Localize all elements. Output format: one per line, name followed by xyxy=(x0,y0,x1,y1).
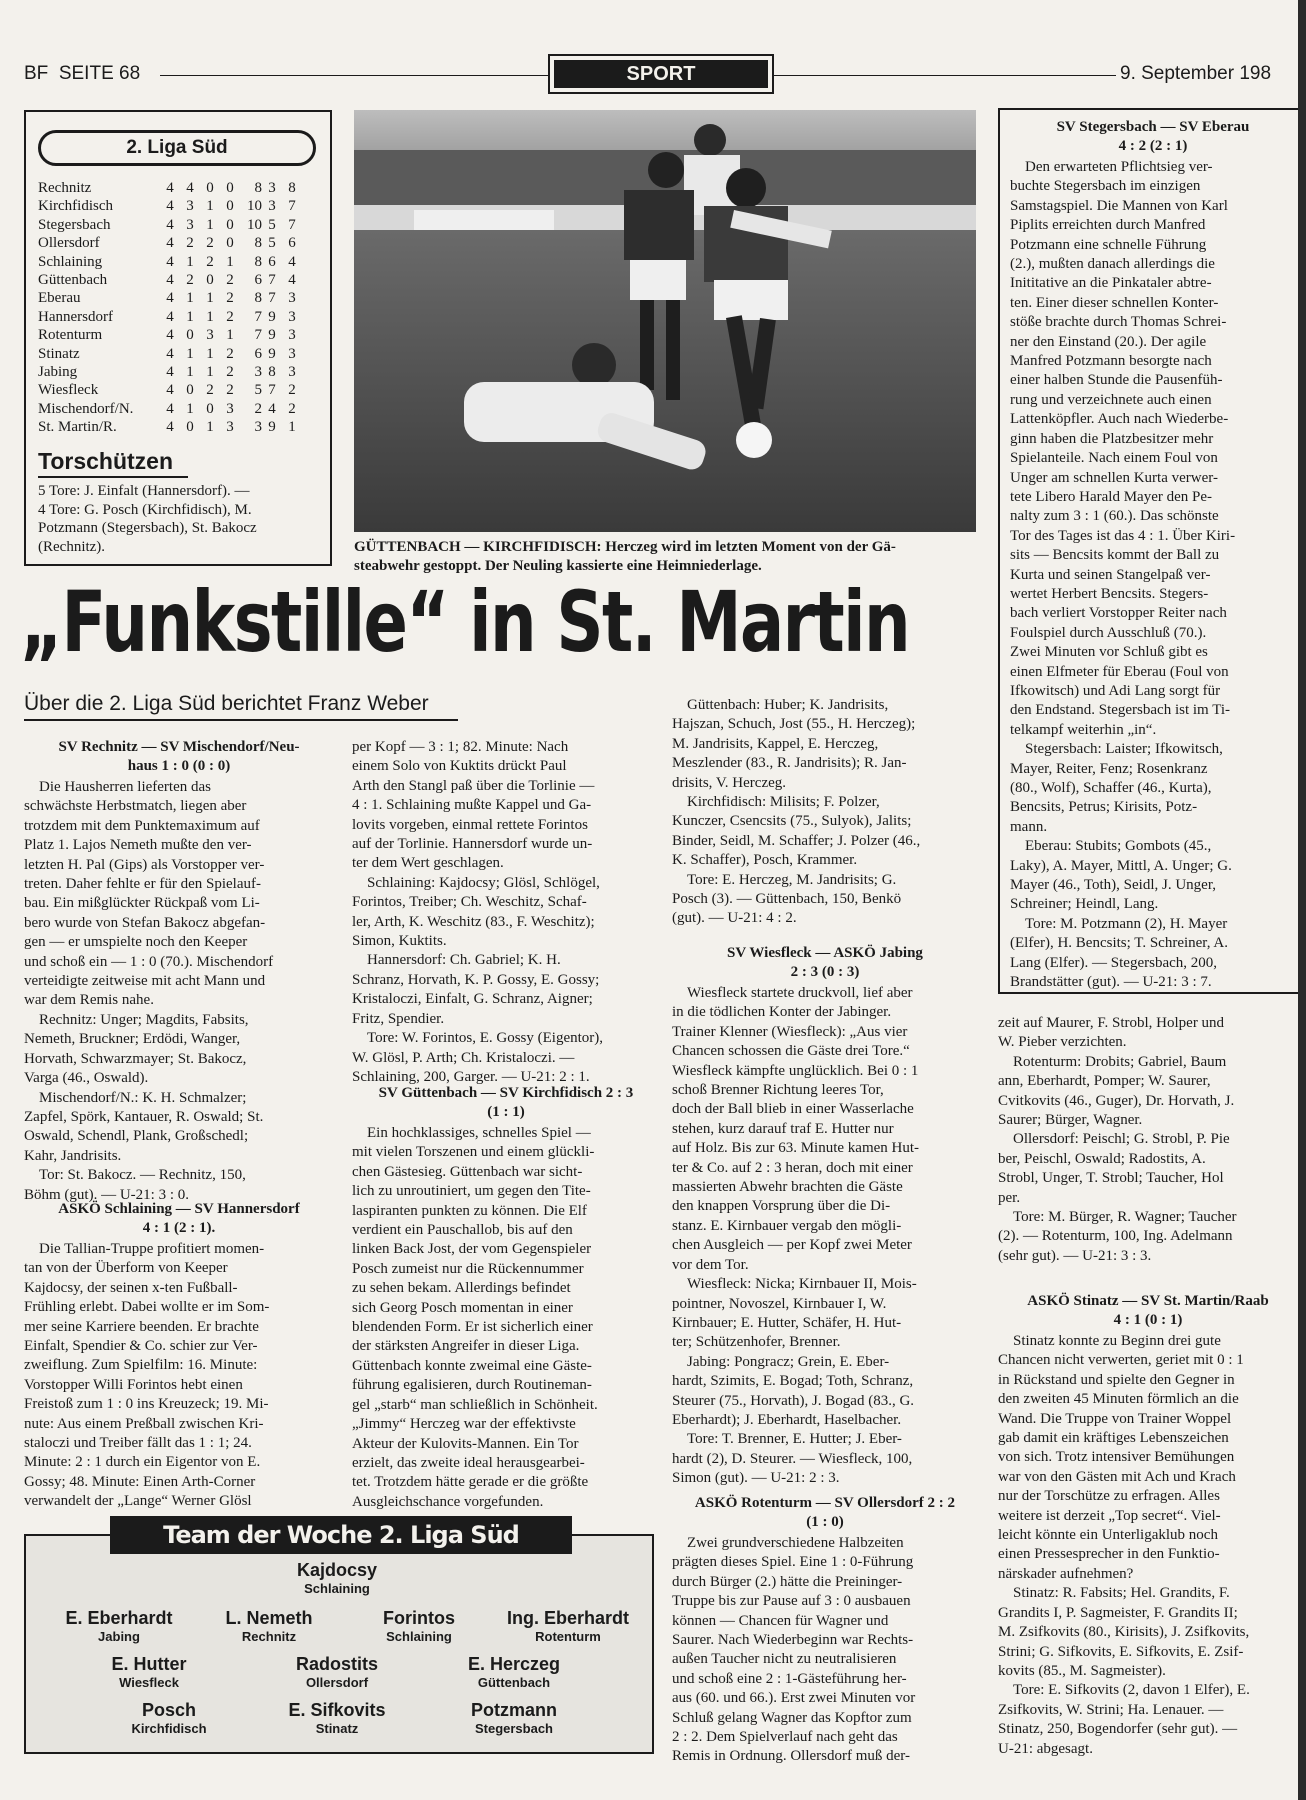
standings-team: Rechnitz xyxy=(38,180,92,196)
player-club: Rechnitz xyxy=(241,1629,297,1644)
standings-cell: 2 xyxy=(226,363,234,380)
player-slot xyxy=(434,1700,594,1736)
standings-row xyxy=(38,401,328,419)
standings-cell: 2 xyxy=(226,290,234,307)
player-name: Kajdocsy xyxy=(296,1560,378,1580)
standings-team: Hannersdorf xyxy=(38,308,113,325)
standings-team: Eberau xyxy=(38,290,81,307)
standings-cell: 3 xyxy=(288,363,296,380)
standings-cell: 3 xyxy=(254,363,262,380)
standings-cell: 4 xyxy=(166,419,174,436)
player-slot xyxy=(194,1608,344,1644)
player-name: Radostits xyxy=(295,1654,378,1674)
standings-cell: 1 xyxy=(186,253,194,270)
standings-cell: 5 xyxy=(268,235,276,252)
standings-cell: 8 xyxy=(288,180,296,196)
standings-cell: 4 xyxy=(166,180,174,196)
standings-cell: 4 xyxy=(186,180,194,196)
standings-cell: 1 xyxy=(206,308,214,325)
standings-cell: 2 xyxy=(206,253,214,270)
standings-cell: 7 xyxy=(288,216,296,233)
standings-cell: 0 xyxy=(226,235,234,252)
standings-cell: 4 xyxy=(166,253,174,270)
byline: Über die 2. Liga Süd berichtet Franz Weber xyxy=(24,692,429,715)
standings-cell: 3 xyxy=(288,345,296,362)
headline: „Funkstille“ in St. Martin xyxy=(20,573,910,671)
header-rule-left xyxy=(160,75,548,76)
player-slot xyxy=(488,1608,648,1644)
standings-cell: 2 xyxy=(288,400,296,417)
standings-team: Rotenturm xyxy=(38,327,103,344)
standings-team: Ollersdorf xyxy=(38,235,100,252)
standings-cell: 3 xyxy=(268,198,276,215)
scorers-text: 5 Tore: J. Einfalt (Hannersdorf). — 4 Tore: G. Posch (Kirchfidisch), M. Potzmann (Stegersbach), St. Bakocz (Rechnitz). xyxy=(38,483,257,555)
standings-title xyxy=(38,130,316,166)
player-slot xyxy=(434,1654,594,1690)
standings-cell: 9 xyxy=(268,308,276,325)
standings-cell: 8 xyxy=(254,253,262,270)
standings-cell: 4 xyxy=(166,345,174,362)
col4-match3-text: Stinatz konnte zu Beginn drei gute Chancen nicht verwerten, geriet mit 0 : 1 in Rückstand und spielte den Gegner in den zweiten 45 Minuten förmlich an die Wand. Die Truppe von Trainer Woppel gab damit ein kräftiges Lebenszeichen von sich. Trotz intensiver Bemühungen war von den Gästen mit Ach und Krach nur der Torschütze zu erfragen. Alles weitere ist derzeit „Top secret“. Viel- leicht könnte ein Unterligaklub noch einen Pressesprecher in den Funktio- närskader aufnehmen? Stinatz: R. Fabsits; Hel. Grandits, F. Grandits I, P. Sagmeister, F. Grandits II; M. Zsifkovits (80., Kirisits), J. Zsifkovits, Strini; G. Sifkovits, E. Sifkovits, E. Zsif- kovits (85., M. Sagmeister). Tore: E. Sifkovits (2, davon 1 Elfer), E. Zsifkovits, W. Strini; Ha. Lenauer. — Stinatz, 250, Bogendorfer (sehr gut). — U-21: abgesagt. xyxy=(998,1333,1250,1757)
standings-cell: 3 xyxy=(288,290,296,307)
standings-team: Mischendorf/N. xyxy=(38,400,134,417)
standings-cell: 0 xyxy=(186,327,194,344)
section-badge xyxy=(548,54,774,94)
standings-cell: 1 xyxy=(186,290,194,307)
standings-cell: 3 xyxy=(254,419,262,436)
standings-row xyxy=(38,346,328,364)
standings-cell: 2 xyxy=(206,235,214,252)
player-club: Ollersdorf xyxy=(305,1675,369,1690)
player-name: Forintos xyxy=(383,1608,455,1628)
standings-cell: 0 xyxy=(206,271,214,288)
standings-row xyxy=(38,217,328,235)
player-name: L. Nemeth xyxy=(225,1608,313,1628)
match-photo-image xyxy=(354,110,976,532)
player-club: Jabing xyxy=(98,1629,140,1644)
standings-cell: 0 xyxy=(186,419,194,436)
col4-match1-heading: SV Stegersbach — SV Eberau 4 : 2 (2 : 1) xyxy=(1056,119,1250,154)
standings-team: Jabing xyxy=(38,363,78,380)
standings-team: Wiesfleck xyxy=(38,382,99,399)
standings-cell: 2 xyxy=(226,271,234,288)
col1-match1-text: Die Hausherren lieferten das schwächste Herbstmatch, liegen aber trotzdem mit dem Punktemaximum auf Platz 1. Lajos Nemeth mußte den ver- letzten H. Pal (Gips) als Vorstopper ver- treten. Daher fehlte er für den Spielauf- bau. Ein mißglückter Rückpaß vom Li- bero wurde von Stefan Bakocz abgefan- gen — er umspielte noch den Keeper und schoß ein — 1 : 0 (70.). Mischendorf verteidigte zeitweise mit acht Mann und war dem Remis nahe. Rechnitz: Unger; Magdits, Fabsits, Nemeth, Bruckner; Erdödi, Wanger, Horvath, Schwarzmayer; St. Bakocz, Varga (46., Oswald). Mischendorf/N.: K. H. Schmalzer; Zapfel, Spörk, Kantauer, R. Oswald; St. Oswald, Schendl, Plank, Großschedl; Kahr, Jandrisits. Tor: St. Bakocz. — Rechnitz, 150, Böhm (gut). — U-21: 3 : 0. xyxy=(24,779,274,1203)
standings-row xyxy=(38,327,328,345)
col1-match2-heading: ASKÖ Schlaining — SV Hannersdorf 4 : 1 (2 : 1). xyxy=(58,1201,300,1236)
standings-cell: 3 xyxy=(268,180,276,196)
standings-cell: 4 xyxy=(166,271,174,288)
standings-cell: 0 xyxy=(206,400,214,417)
standings-cell: 8 xyxy=(254,180,262,196)
player-club: Schlaining xyxy=(304,1581,370,1596)
section-badge-inner: SPORT xyxy=(554,60,768,88)
player-club: Güttenbach xyxy=(477,1675,551,1690)
standings-cell: 4 xyxy=(166,198,174,215)
standings-cell: 4 xyxy=(166,290,174,307)
standings-cell: 7 xyxy=(254,327,262,344)
col3-text1: Güttenbach: Huber; K. Jandrisits, Hajszan, Schuch, Jost (55., H. Herczeg); M. Jandrisits, Kappel, E. Herczeg, Meszlender (83., R. Jandrisits); R. Jan- drisits, V. Herczeg. Kirchfidisch: Milisits; F. Polzer, Kunczer, Csencsits (75., Sulyok), Jalits; Binder, Seidl, M. Schaffer; J. Polzer (46., K. Schaffer), Posch, Krammer. Tore: E. Herczeg, M. Jandrisits; G. Posch (3). — Güttenbach, 150, Benkö (gut). — U-21: 4 : 2. xyxy=(672,697,921,927)
standings-row xyxy=(38,419,328,437)
standings-cell: 9 xyxy=(268,345,276,362)
standings-cell: 7 xyxy=(268,290,276,307)
standings-cell: 4 xyxy=(288,253,296,270)
standings-cell: 5 xyxy=(268,216,276,233)
photo-caption: GÜTTENBACH — KIRCHFIDISCH: Herczeg wird im letzten Moment von der Gä- steabwehr gestoppt. Der Neuling kassierte eine Heimniederlage. xyxy=(354,539,896,574)
standings-cell: 2 xyxy=(206,382,214,399)
col4-text2: zeit auf Maurer, F. Strobl, Holper und W. Pieber verzichten. Rotenturm: Drobits; Gabriel, Baum ann, Eberhardt, Pomper; W. Saurer, Cvitkovits (46., Guger), Dr. Horvath, J. Saurer; Bürger, Wagner. Ollersdorf: Peischl; G. Strobl, P. Pie ber, Peischl, Oswald; Radostits, A. Strobl, Unger, T. Strobl; Taucher, Hol per. Tore: M. Bürger, R. Wagner; Taucher (2). — Rotenturm, 100, Ing. Adelmann (sehr gut). — U-21: 3 : 3. xyxy=(998,1015,1237,1264)
col4-match3-heading: ASKÖ Stinatz — SV St. Martin/Raab 4 : 1 (0 : 1) xyxy=(1027,1293,1269,1328)
col1-match1-heading: SV Rechnitz — SV Mischendorf/Neu- haus 1 : 0 (0 : 0) xyxy=(58,739,300,774)
col3-match2-text: Wiesfleck startete druckvoll, lief aber in die tödlichen Konter der Jabinger. Trainer Klenner (Wiesfleck): „Aus vier Chancen schossen die Gäste drei Tore.“ Wiesfleck kämpfte unglücklich. Bei 0 : 1 schoß Brenner Richtung leeres Tor, doch der Ball blieb in einer Wasserlache stehen, kurz darauf traf E. Hutter nur auf Holz. Bis zur 63. Minute kamen Hut- ter & Co. auf 2 : 3 heran, doch mit einer massierten Abwehr brachten die Gäste den knappen Vorsprung über die Di- stanz. E. Kirnbauer vergab den mögli- chen Ausgleich — per Kopf zwei Meter vor dem Tor. Wiesfleck: Nicka; Kirnbauer II, Mois- pointner, Novoszel, Kirnbauer I, W. Kirnbauer; E. Hutter, Schäfer, H. Hut- ter; Schützenhofer, Brenner. Jabing: Pongracz; Grein, E. Eber- hardt, Szimits, E. Bogad; Toth, Schranz, Steurer (75., Horvath), J. Bogad (83., G. Eberhardt); J. Eberhardt, Haselbacher. Tore: T. Brenner, E. Hutter; J. Eber- hardt (2), D. Steurer. — Wiesfleck, 100, Simon (gut). — U-21: 2 : 3. xyxy=(672,985,920,1487)
standings-cell: 2 xyxy=(254,400,262,417)
col2-text2: Ein hochklassiges, schnelles Spiel — mit vielen Torszenen und einem glückli- chen Gästesieg. Güttenbach war sicht- lich zu unroutiniert, um gegen den Tite- laspiranten punkten zu können. Die Elf verdient ein Pauschallob, bis auf den linken Back Jost, der vom Gegenspieler Posch zumeist nur die Rückennummer zu sehen bekam. Allerdings befindet sich Georg Posch momentan in einer blendenden Form. Er ist sicherlich einer der stärksten Angreifer in dieser Liga. Güttenbach konnte zweimal eine Gäste- führung egalisieren, durch Routineman- gel „starb“ man schließlich in Schönheit. „Jimmy“ Herczeg war der effektivste Akteur der Kulovits-Mannen. Ein Tor erzielt, das zweite ideal herausgearbei- tet. Trotzdem hätte gerade er die größte Ausgleichschance vorgefunden. xyxy=(352,1125,598,1510)
standings-cell: 8 xyxy=(254,290,262,307)
standings-cell: 6 xyxy=(254,345,262,362)
col1-match2-text: Die Tallian-Truppe profitiert momen- tan von der Überform von Keeper Kajdocsy, der seinen x-ten Fußball- Frühling erlebt. Dabei wollte er im Som- mer seine Karriere beenden. Er brachte Einfalt, Spendier & Co. schier zur Ver- zweiflung. Zum Spielfilm: 16. Minute: Vorstopper Willi Forintos hebt einen Freistoß zum 1 : 0 ins Kreuzeck; 19. Mi- nute: Aus einem Preßball zwischen Kri- staloczi und Treiber fällt das 1 : 1; 24. Minute: 2 : 1 durch ein Eigentor von E. Gossy; 48. Minute: Einen Arth-Corner verwandelt der „Lange“ Werner Glösl xyxy=(24,1241,270,1510)
player-name: E. Herczeg xyxy=(467,1654,561,1674)
player-slot xyxy=(262,1700,412,1736)
scorers-rule xyxy=(38,476,188,478)
player-club: Kirchfidisch xyxy=(131,1721,207,1736)
standings-cell: 1 xyxy=(206,198,214,215)
standings-cell: 3 xyxy=(288,327,296,344)
player-slot xyxy=(247,1560,427,1596)
standings-cell: 2 xyxy=(186,271,194,288)
col3-match2-heading: SV Wiesfleck — ASKÖ Jabing 2 : 3 (0 : 3) xyxy=(727,945,923,980)
standings-row xyxy=(38,272,328,290)
standings-team: Kirchfidisch xyxy=(38,198,113,215)
page-label: BF SEITE 68 xyxy=(24,63,141,84)
standings-cell: 0 xyxy=(206,180,214,196)
scorers-title: Torschützen xyxy=(38,448,174,474)
standings-row xyxy=(38,364,328,382)
player-slot xyxy=(262,1654,412,1690)
page-edge xyxy=(1298,0,1306,1800)
standings-cell: 4 xyxy=(166,216,174,233)
standings-cell: 4 xyxy=(166,327,174,344)
standings-cell: 4 xyxy=(166,308,174,325)
standings-cell: 4 xyxy=(166,235,174,252)
standings-row xyxy=(38,290,328,308)
standings-table xyxy=(38,180,328,437)
player-name: E. Hutter xyxy=(111,1654,187,1674)
standings-cell: 0 xyxy=(226,198,234,215)
standings-cell: 1 xyxy=(186,400,194,417)
player-club: Rotenturm xyxy=(535,1629,601,1644)
standings-team: Güttenbach xyxy=(38,271,108,288)
player-club: Stegersbach xyxy=(474,1721,554,1736)
col3-match3-text: Zwei grundverschiedene Halbzeiten prägten dieses Spiel. Eine 1 : 0-Führung durch Bürger (2.) hätte die Preininger- Truppe bis zur Pause auf 3 : 0 ausbauen können — Chancen für Wagner und Saurer. Nach Wiederbeginn war Rechts- außen Taucher nicht zu neutralisieren und schoß eine 2 : 1-Gästeführung her- aus (60. und 66.). Erst zwei Minuten vor Schluß gelang Wagner das Kopftor zum 2 : 2. Dem Spielverlauf nach geht das Remis in Ordnung. Ollersdorf muß der- xyxy=(672,1535,916,1765)
player-slot xyxy=(74,1654,224,1690)
standings-cell: 6 xyxy=(288,235,296,252)
standings-cell: 8 xyxy=(268,363,276,380)
standings-cell: 1 xyxy=(206,216,214,233)
standings-cell: 4 xyxy=(166,400,174,417)
standings-row xyxy=(38,235,328,253)
standings-title-text: 2. Liga Süd xyxy=(126,137,228,158)
standings-cell: 1 xyxy=(186,308,194,325)
player-name: E. Sifkovits xyxy=(288,1700,386,1720)
standings-cell: 3 xyxy=(226,400,234,417)
player-club: Wiesfleck xyxy=(119,1675,179,1690)
player-slot xyxy=(44,1608,194,1644)
standings-cell: 2 xyxy=(226,345,234,362)
team-of-week-title: Team der Woche 2. Liga Süd xyxy=(110,1516,572,1554)
standings-cell: 3 xyxy=(186,198,194,215)
player-club: Stinatz xyxy=(315,1721,359,1736)
standings-cell: 7 xyxy=(268,271,276,288)
standings-row xyxy=(38,180,328,198)
standings-team: Stegersbach xyxy=(38,216,111,233)
standings-cell: 10 xyxy=(247,216,262,233)
standings-row xyxy=(38,198,328,216)
player-name: Posch xyxy=(141,1700,197,1720)
standings-cell: 1 xyxy=(186,363,194,380)
standings-cell: 3 xyxy=(186,216,194,233)
player-club: Schlaining xyxy=(386,1629,452,1644)
standings-cell: 6 xyxy=(254,271,262,288)
col2-text1: per Kopf — 3 : 1; 82. Minute: Nach einem Solo von Kuktits drückt Paul Arth den Stangl paß über die Torlinie — 4 : 1. Schlaining mußte Kappel und Ga- lovits vorgeben, einmal rettete Forintos auf der Torlinie. Hannersdorf wurde un- ter dem Wert geschlagen. Schlaining: Kajdocsy; Glösl, Schlögel, Forintos, Treiber; Ch. Weschitz, Schaf- ler, Arth, K. Weschitz (83., F. Weschitz); Simon, Kuktits. Hannersdorf: Ch. Gabriel; K. H. Schranz, Horvath, K. P. Gossy, E. Gossy; Kristaloczi, Einfalt, G. Schranz, Aigner; Fritz, Spendier. Tore: W. Forintos, E. Gossy (Eigentor), W. Glösl, P. Arth; Ch. Kristaloczi. — Schlaining, 200, Garger. — U-21: 2 : 1. xyxy=(352,739,604,1085)
standings-cell: 0 xyxy=(226,216,234,233)
standings-cell: 1 xyxy=(206,363,214,380)
standings-cell: 4 xyxy=(288,271,296,288)
standings-cell: 2 xyxy=(226,382,234,399)
standings-team: Schlaining xyxy=(38,253,103,270)
col3-match3-heading: ASKÖ Rotenturm — SV Ollersdorf 2 : 2 (1 : 0) xyxy=(694,1495,956,1530)
standings-cell: 8 xyxy=(254,235,262,252)
standings-row xyxy=(38,254,328,272)
standings-cell: 1 xyxy=(206,345,214,362)
player-name: E. Eberhardt xyxy=(65,1608,173,1628)
standings-cell: 1 xyxy=(186,345,194,362)
player-name: Ing. Eberhardt xyxy=(506,1608,629,1628)
standings-cell: 3 xyxy=(288,308,296,325)
standings-team: Stinatz xyxy=(38,345,80,362)
standings-cell: 4 xyxy=(166,363,174,380)
match-photo xyxy=(354,110,976,532)
standings-cell: 7 xyxy=(288,198,296,215)
player-name: Potzmann xyxy=(470,1700,557,1720)
team-of-week-lineup xyxy=(24,1534,650,1750)
standings-cell: 2 xyxy=(288,382,296,399)
col2-match-heading: SV Güttenbach — SV Kirchfidisch 2 : 3 (1 : 1) xyxy=(378,1085,634,1120)
standings-cell: 2 xyxy=(226,308,234,325)
standings-cell: 1 xyxy=(206,419,214,436)
standings-cell: 1 xyxy=(206,290,214,307)
player-slot xyxy=(344,1608,494,1644)
standings-cell: 3 xyxy=(226,419,234,436)
standings-box xyxy=(24,110,332,566)
standings-cell: 9 xyxy=(268,419,276,436)
standings-row xyxy=(38,309,328,327)
header-rule-right xyxy=(772,75,1116,76)
standings-row xyxy=(38,382,328,400)
standings-cell: 3 xyxy=(206,327,214,344)
standings-cell: 7 xyxy=(254,308,262,325)
standings-cell: 7 xyxy=(268,382,276,399)
standings-cell: 10 xyxy=(247,198,262,215)
standings-cell: 0 xyxy=(226,180,234,196)
standings-cell: 9 xyxy=(268,327,276,344)
standings-cell: 0 xyxy=(186,382,194,399)
standings-cell: 1 xyxy=(226,253,234,270)
standings-cell: 2 xyxy=(186,235,194,252)
page-date: 9. September 198 xyxy=(1120,63,1272,84)
col4-match1-text: Den erwarteten Pflichtsieg ver- buchte Stegersbach im einzigen Samstagspiel. Die Mannen von Karl Piplits erreichten durch Manfred Potzmann eine schnelle Führung (2.), mußten danach allerdings die Inititative an die Pinkataler abtre- ten. Einer dieser schnellen Konter- stöße brachte durch Thomas Schrei- ner den Einstand (20.). Der agile Manfred Potzmann besorgte nach einer halben Stunde die Pausenfüh- rung und verzeichnete auch einen Lattenköpfler. Auch nach Wiederbe- ginn haben die Platzbesitzer mehr Spielanteile. Nach einem Foul von Unger am schnellen Kurta verwer- tete Libero Harald Mayer den Pe- nalty zum 3 : 1 (60.). Das schönste Tor des Tages ist das 4 : 1. Über Kiri- sits — Bencsits kommt der Ball zu Kurta und seinen Stangelpaß ver- wertet Herbert Bencsits. Stegers- bach verliert Vorstopper Reiter nach Foulspiel durch Ausschluß (70.). Zwei Minuten vor Schluß gibt es einen Elfmeter für Eberau (Foul von Ifkowitsch) und Adi Lang sorgt für den Endstand. Stegersbach ist im Ti- telkampf weiterhin „in“. Stegersbach: Laister; Ifkowitsch, Mayer, Reiter, Fenz; Rosenkranz (80., Wolf), Schaffer (46., Kurta), Bencsits, Petrus; Kirisits, Potz- mann. Eberau: Stubits; Gombots (45., Laky), A. Mayer, Mittl, A. Unger; G. Mayer (46., Toth), Seidl, J. Unger, Schreiner; Heindl, Lang. Tore: M. Potzmann (2), H. Mayer (Elfer), H. Bencsits; T. Schreiner, A. Lang (Elfer). — Stegersbach, 200, Brandstätter (gut). — U-21: 3 : 7. xyxy=(1010,159,1236,991)
standings-cell: 1 xyxy=(288,419,296,436)
player-slot xyxy=(94,1700,244,1736)
byline-rule xyxy=(24,719,458,721)
standings-cell: 1 xyxy=(226,327,234,344)
standings-cell: 4 xyxy=(268,400,276,417)
standings-cell: 4 xyxy=(166,382,174,399)
standings-cell: 5 xyxy=(254,382,262,399)
standings-team: St. Martin/R. xyxy=(38,419,117,436)
standings-cell: 6 xyxy=(268,253,276,270)
